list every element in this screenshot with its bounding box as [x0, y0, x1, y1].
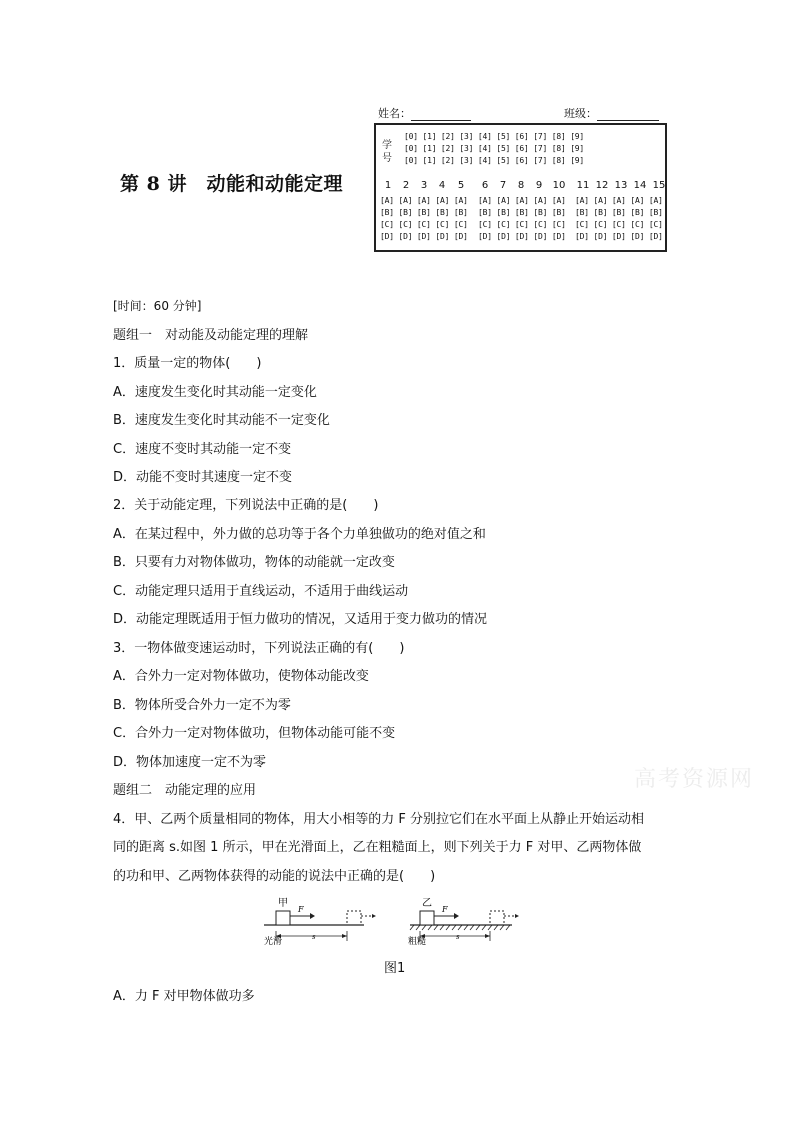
option-row-b: [B] [B] [B] [B] [B] [478, 208, 566, 217]
block-yi [420, 911, 434, 925]
figure-1 [262, 892, 532, 950]
student-id-row-1[interactable]: [0] [1] [2] [3] [4] [5] [6] [7] [8] [9] [404, 132, 585, 141]
q1-option-a: A．速度发生变化时其动能一定变化 [113, 385, 317, 400]
figure-left-panel [264, 897, 376, 947]
question-number: 7 [499, 180, 507, 191]
option-row-a: [A] [A] [A] [A] [A] [380, 196, 468, 205]
force-arrow-final-head [515, 914, 519, 918]
question-number: 2 [402, 180, 410, 191]
name-blank[interactable] [411, 109, 471, 121]
question-number: 12 [595, 180, 609, 191]
option-row-d: [D] [D] [D] [D] [D] [380, 232, 468, 241]
option-row-c: [C] [C] [C] [C] [C] [380, 220, 468, 229]
q2-stem: 2．关于动能定理，下列说法中正确的是( ) [113, 498, 379, 513]
block-jia-label: 甲 [278, 898, 288, 909]
q2-option-a: A．在某过程中，外力做的总功等于各个力单独做功的绝对值之和 [113, 527, 486, 542]
force-arrow-head [454, 913, 459, 919]
q1-option-b: B．速度发生变化时其动能不一定变化 [113, 413, 330, 428]
q3-option-d: D．物体加速度一定不为零 [113, 755, 267, 770]
option-row-d: [D] [D] [D] [D] [D] [575, 232, 663, 241]
q2-option-c: C．动能定理只适用于直线运动，不适用于曲线运动 [113, 584, 409, 599]
class-label: 班级： [564, 107, 597, 120]
block-yi-final [490, 911, 504, 925]
time-note: [时间：60 分钟] [113, 299, 202, 313]
rough-surface-label: 粗糙 [408, 937, 427, 947]
question-number: 9 [535, 180, 543, 191]
figure-caption: 图1 [384, 961, 406, 976]
class-field[interactable] [564, 105, 659, 121]
watermark: 高考资源网 [634, 767, 755, 792]
group2-heading: 题组二 动能定理的应用 [113, 783, 257, 798]
option-row-b: [B] [B] [B] [B] [B] [380, 208, 468, 217]
option-row-a: [A] [A] [A] [A] [A] [575, 196, 663, 205]
q1-stem: 1．质量一定的物体( ) [113, 356, 262, 371]
question-number: 10 [552, 180, 566, 191]
smooth-surface-label: 光滑 [264, 937, 283, 947]
force-label: F [298, 905, 304, 914]
lesson-title: 第 8 讲 动能和动能定理 [120, 173, 343, 195]
distance-label: s [456, 933, 460, 941]
question-number: 14 [633, 180, 647, 191]
option-row-a: [A] [A] [A] [A] [A] [478, 196, 566, 205]
q4-option-a: A．力 F 对甲物体做功多 [113, 989, 255, 1004]
force-arrow-head [310, 913, 315, 919]
q3-option-a: A．合外力一定对物体做功，使物体动能改变 [113, 669, 369, 684]
question-number: 6 [481, 180, 489, 191]
force-arrow-final-head [372, 914, 376, 918]
q1-option-c: C．速度不变时其动能一定不变 [113, 442, 292, 457]
student-id-row-2[interactable]: [0] [1] [2] [3] [4] [5] [6] [7] [8] [9] [404, 144, 585, 153]
q2-option-d: D．动能定理既适用于恒力做功的情况，又适用于变力做功的情况 [113, 612, 488, 627]
q4-line-2: 同的距离 s.如图 1 所示，甲在光滑面上，乙在粗糙面上，则下列关于力 F 对甲、乙两物体做 [113, 840, 642, 855]
class-blank[interactable] [597, 109, 659, 121]
group1-heading: 题组一 对动能及动能定理的理解 [113, 328, 309, 343]
option-row-c: [C] [C] [C] [C] [C] [575, 220, 663, 229]
block-jia [276, 911, 290, 925]
answer-sheet [374, 123, 667, 252]
rough-hatching [410, 925, 510, 930]
option-row-c: [C] [C] [C] [C] [C] [478, 220, 566, 229]
question-number: 3 [420, 180, 428, 191]
force-label: F [442, 905, 448, 914]
student-id-label: 学 号 [382, 140, 392, 164]
question-number: 15 [652, 180, 666, 191]
name-label: 姓名： [378, 107, 411, 120]
question-number: 5 [457, 180, 465, 191]
q2-option-b: B．只要有力对物体做功，物体的动能就一定改变 [113, 555, 395, 570]
question-number: 11 [576, 180, 590, 191]
figure-right-panel [408, 897, 519, 947]
student-id-row-3[interactable]: [0] [1] [2] [3] [4] [5] [6] [7] [8] [9] [404, 156, 585, 165]
name-field[interactable] [378, 105, 471, 121]
q3-stem: 3．一物体做变速运动时，下列说法正确的有( ) [113, 641, 405, 656]
question-number-row [376, 180, 666, 194]
q3-option-c: C．合外力一定对物体做功，但物体动能可能不变 [113, 726, 396, 741]
q4-line-3: 的功和甲、乙两物体获得的动能的说法中正确的是( ) [113, 869, 436, 884]
block-yi-label: 乙 [422, 898, 432, 909]
q4-line-1: 4．甲、乙两个质量相同的物体，用大小相等的力 F 分别拉它们在水平面上从静止开始运动相 [113, 812, 645, 827]
distance-label: s [312, 933, 316, 941]
question-number: 13 [614, 180, 628, 191]
block-jia-final [347, 911, 361, 925]
q3-option-b: B．物体所受合外力一定不为零 [113, 698, 291, 713]
question-number: 4 [438, 180, 446, 191]
question-number: 8 [517, 180, 525, 191]
option-row-d: [D] [D] [D] [D] [D] [478, 232, 566, 241]
question-number: 1 [384, 180, 392, 191]
q1-option-d: D．动能不变时其速度一定不变 [113, 470, 293, 485]
option-row-b: [B] [B] [B] [B] [B] [575, 208, 663, 217]
